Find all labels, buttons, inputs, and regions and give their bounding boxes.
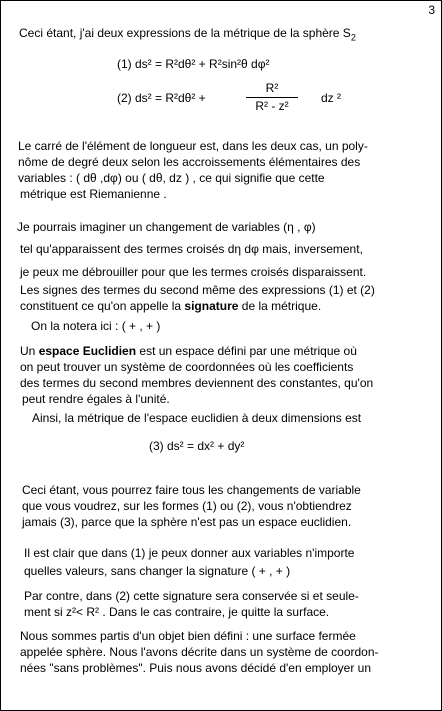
para2-line-1: Je pourrais imaginer un changement de variables (η , φ)	[17, 220, 316, 234]
para3-line-1	[20, 344, 357, 358]
para2-line-5-start: constituent ce qu'on appelle la	[20, 299, 185, 313]
para7-line-3: nées "sans problèmes". Puis nous avons décidé d'en employer un	[20, 661, 372, 675]
para3-line-3: des termes du second membres deviennent des constantes, qu'on	[20, 376, 374, 390]
para4-line-1: Ceci étant, vous pourrez faire tous les changements de variable	[22, 483, 361, 497]
para1-line-4: métrique est Riemanienne .	[20, 187, 167, 201]
para3-line-1-start: Un	[20, 344, 39, 358]
equation-1: (1) ds² = R²dθ² + R²sin²θ dφ²	[117, 57, 270, 71]
para2-line-5-end: de la métrique.	[238, 299, 322, 313]
intro-line	[19, 26, 356, 44]
equation-2-left: (2) ds² = R²dθ² +	[117, 91, 206, 105]
para3-line-5: Ainsi, la métrique de l'espace euclidien à deux dimensions est	[32, 411, 362, 425]
para4-line-2: que vous voudrez, sur les formes (1) ou (2), vous n'obtiendrez	[22, 499, 352, 513]
para3-line-1-end: est un espace défini par une métrique où	[136, 344, 357, 358]
equation-2-numerator: R²	[265, 81, 279, 95]
para7-line-2: appelée sphère. Nous l'avons décrite dans un système de coordon-	[20, 645, 379, 659]
para1-line-3: variables : ( dθ ,dφ) ou ( dθ, dz ) , ce qui signifie que cette	[18, 171, 325, 185]
equation-2-denominator: R² - z²	[255, 99, 289, 113]
para4-line-3: jamais (3), parce que la sphère n'est pas un espace euclidien.	[22, 515, 352, 529]
equation-2-right: dz ²	[321, 91, 342, 105]
para5-line-1: Il est clair que dans (1) je peux donner aux variables n'importe	[24, 546, 355, 560]
para5-line-2: quelles valeurs, sans changer la signature ( + , + )	[24, 564, 291, 578]
para3-line-4: peut rendre égales à l'unité.	[22, 392, 170, 406]
intro-subscript: 2	[350, 32, 356, 43]
fraction-bar	[246, 97, 298, 98]
para1-line-2: nôme de degré deux selon les accroissements élémentaires des	[18, 155, 361, 169]
para2-line-5	[20, 299, 321, 313]
equation-3: (3) ds² = dx² + dy²	[149, 439, 245, 453]
para1-line-1: Le carré de l'élément de longueur est, dans les deux cas, un poly-	[18, 139, 368, 153]
para6-line-1: Par contre, dans (2) cette signature sera conservée si et seule-	[24, 589, 359, 603]
para3-line-2: on peut trouver un système de coordonnées où les coefficients	[20, 360, 354, 374]
para2-line-3: je peux me débrouiller pour que les termes croisés disparaissent.	[20, 265, 367, 279]
para2-line-2: tel qu'apparaissent des termes croisés dη dφ mais, inversement,	[20, 242, 363, 256]
intro-text: Ceci étant, j'ai deux expressions de la métrique de la sphère S	[19, 26, 351, 40]
para7-line-1: Nous sommes partis d'un objet bien défini : une surface fermée	[20, 629, 356, 643]
page-number: 3	[428, 3, 435, 17]
para6-line-2: ment si z²< R² . Dans le cas contraire, je quitte la surface.	[24, 605, 330, 619]
notation-line: On la notera ici : ( + , + )	[31, 319, 161, 333]
para2-line-4: Les signes des termes du second même des expressions (1) et (2)	[20, 283, 375, 297]
signature-term: signature	[184, 299, 239, 313]
euclidean-space-term: espace Euclidien	[38, 344, 137, 358]
